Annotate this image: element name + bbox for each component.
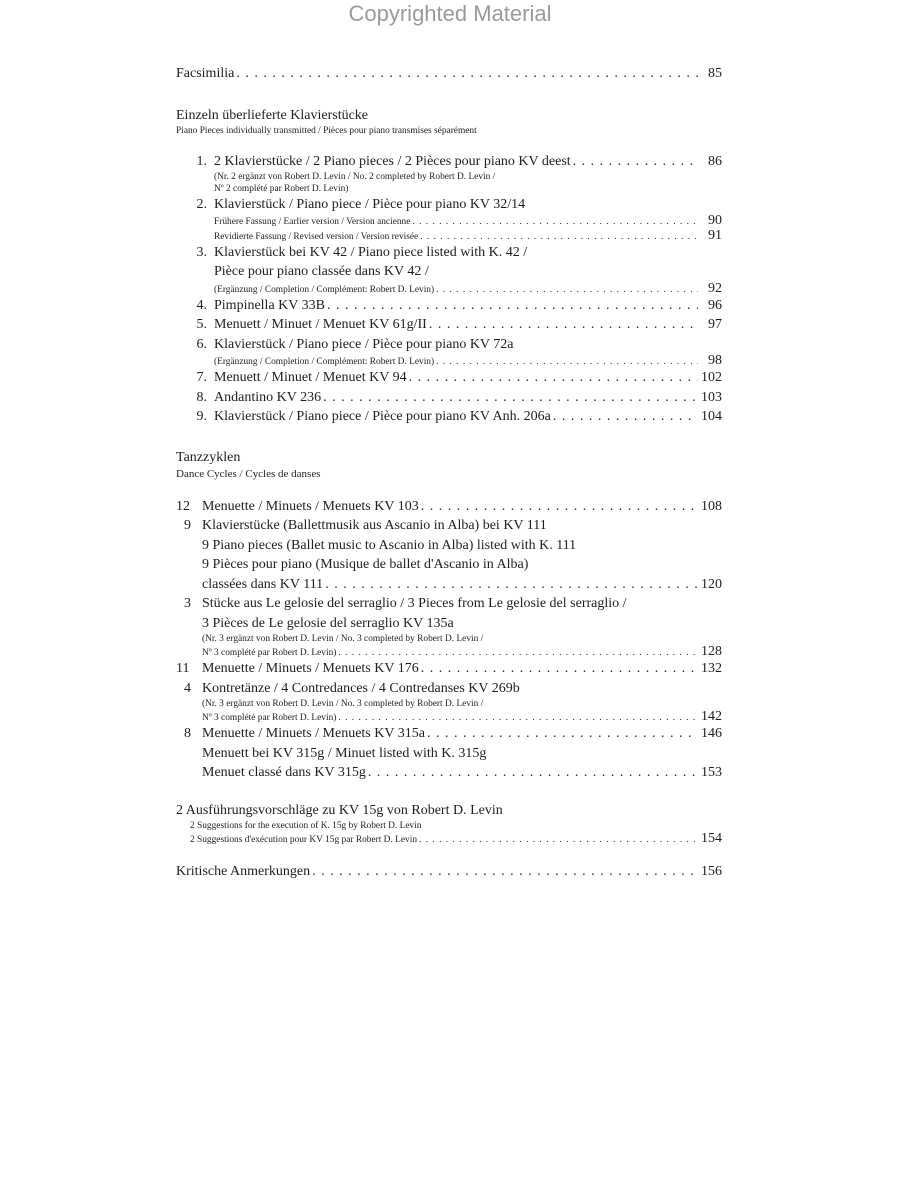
page-number: 104 bbox=[701, 409, 722, 424]
dot-leader bbox=[553, 407, 698, 427]
entry-note: (Nr. 3 ergänzt von Robert D. Levin / No. 3 completed by Robert D. Levin / bbox=[202, 699, 484, 709]
dot-leader bbox=[420, 231, 698, 243]
toc-entry[interactable] bbox=[176, 659, 722, 679]
entry-number: 2. bbox=[196, 197, 207, 212]
entry-title: Kritische Anmerkungen bbox=[176, 863, 311, 879]
entry-title: 2 Klavierstücke / 2 Piano pieces / 2 Pièces pour piano KV deest bbox=[214, 153, 571, 169]
section-subtitle: Piano Pieces individually transmitted / Pièces pour piano transmises séparément bbox=[176, 125, 477, 136]
toc-entry[interactable] bbox=[176, 724, 722, 744]
page-number: 92 bbox=[708, 280, 722, 296]
section-subtitle: 2 Suggestions for the execution of K. 15g by Robert D. Levin bbox=[190, 820, 422, 831]
entry-note: Nº 3 complété par Robert D. Levin) bbox=[202, 713, 337, 723]
toc-subentry[interactable] bbox=[176, 282, 722, 296]
toc-entry-facsimilia[interactable] bbox=[176, 64, 722, 84]
toc-subentry[interactable] bbox=[176, 354, 722, 368]
page-number: 120 bbox=[701, 576, 722, 592]
entry-title-continued: Pièce pour piano classée dans KV 42 / bbox=[214, 264, 429, 279]
toc-subentry[interactable] bbox=[176, 575, 722, 595]
entry-number: 9 bbox=[184, 518, 191, 533]
page-number: 102 bbox=[701, 370, 722, 385]
entry-number: 3. bbox=[196, 244, 207, 260]
entry-title: Pimpinella KV 33B bbox=[214, 297, 325, 313]
entry-number: 8 bbox=[184, 726, 191, 741]
page-number: 154 bbox=[701, 830, 722, 846]
entry-title: Andantino KV 236 bbox=[214, 389, 322, 405]
entry-title-continued: Menuett bei KV 315g / Minuet listed with K. 315g bbox=[202, 745, 487, 761]
page-number: 85 bbox=[708, 66, 722, 81]
table-of-contents bbox=[176, 64, 722, 881]
entry-number: 3 bbox=[184, 596, 191, 611]
toc-entry[interactable] bbox=[176, 516, 722, 536]
page-number: 90 bbox=[708, 212, 722, 228]
page-number: 132 bbox=[701, 661, 722, 676]
toc-subentry[interactable] bbox=[176, 832, 722, 846]
entry-title-continued: 3 Pièces de Le gelosie del serraglio KV 135a bbox=[202, 615, 454, 631]
page-number: 103 bbox=[701, 389, 722, 405]
dot-leader bbox=[427, 724, 698, 744]
toc-entry[interactable] bbox=[176, 388, 722, 408]
dot-leader bbox=[419, 834, 698, 846]
entry-title: Klavierstück bei KV 42 / Piano piece listed with K. 42 / bbox=[214, 244, 528, 260]
page-number: 97 bbox=[708, 317, 722, 332]
entry-number: 5. bbox=[196, 317, 207, 332]
entry-title-continued: Menuet classé dans KV 315g bbox=[202, 765, 366, 780]
entry-number: 1. bbox=[196, 153, 207, 169]
entry-title: Klavierstück / Piano piece / Pièce pour piano KV 32/14 bbox=[214, 197, 526, 212]
toc-entry[interactable] bbox=[176, 315, 722, 335]
entry-number: 4 bbox=[184, 680, 191, 696]
page-number: 96 bbox=[708, 297, 722, 313]
dot-leader bbox=[573, 152, 698, 172]
toc-subentry[interactable] bbox=[176, 763, 722, 783]
page-number: 91 bbox=[708, 227, 722, 243]
toc-entry[interactable] bbox=[176, 296, 722, 316]
section-title: Tanzzyklen bbox=[176, 449, 241, 465]
toc-subentry[interactable] bbox=[176, 212, 722, 228]
dot-leader bbox=[421, 497, 698, 517]
toc-entry[interactable] bbox=[176, 407, 722, 427]
dot-leader bbox=[338, 647, 698, 659]
dot-leader bbox=[412, 216, 698, 228]
entry-title: Kontretänze / 4 Contredances / 4 Contredanses KV 269b bbox=[202, 680, 520, 696]
dot-leader bbox=[368, 763, 698, 783]
dot-leader bbox=[236, 64, 698, 84]
entry-note: Nº 2 complété par Robert D. Levin) bbox=[214, 184, 349, 194]
page-number: 146 bbox=[701, 726, 722, 741]
entry-title: Klavierstücke (Ballettmusik aus Ascanio in Alba) bei KV 111 bbox=[202, 518, 547, 533]
subentry-title: (Ergänzung / Completion / Complément: Robert D. Levin) bbox=[214, 357, 435, 367]
page-number: 98 bbox=[708, 353, 722, 368]
dot-leader bbox=[436, 356, 698, 368]
toc-entry[interactable] bbox=[176, 152, 722, 172]
entry-title: Menuette / Minuets / Menuets KV 315a bbox=[202, 726, 425, 741]
entry-title: Klavierstück / Piano piece / Pièce pour piano KV 72a bbox=[214, 336, 514, 352]
entry-number: 9. bbox=[196, 409, 207, 424]
page-number: 108 bbox=[701, 498, 722, 514]
toc-subentry[interactable] bbox=[176, 645, 722, 659]
entry-number: 12 bbox=[176, 498, 190, 514]
dot-leader bbox=[421, 659, 698, 679]
dot-leader bbox=[429, 315, 698, 335]
entry-note: Nº 3 complété par Robert D. Levin) bbox=[202, 648, 337, 658]
entry-title-continued: 9 Pièces pour piano (Musique de ballet d'Ascanio in Alba) bbox=[202, 557, 529, 572]
entry-title: Stücke aus Le gelosie del serraglio / 3 Pieces from Le gelosie del serraglio / bbox=[202, 596, 627, 611]
entry-number: 7. bbox=[196, 370, 207, 385]
dot-leader bbox=[436, 284, 698, 296]
toc-entry[interactable] bbox=[176, 335, 722, 355]
dot-leader bbox=[338, 712, 698, 724]
entry-title-continued: classées dans KV 111 bbox=[202, 576, 324, 592]
page-number: 86 bbox=[708, 153, 722, 169]
toc-entry-kritische-anmerkungen[interactable] bbox=[176, 862, 722, 882]
section-subtitle: Dance Cycles / Cycles de danses bbox=[176, 467, 321, 480]
entry-title: Menuett / Minuet / Menuet KV 94 bbox=[214, 370, 407, 385]
entry-number: 6. bbox=[196, 336, 207, 352]
entry-note: (Nr. 2 ergänzt von Robert D. Levin / No. 2 completed by Robert D. Levin / bbox=[214, 172, 496, 182]
subentry-title: (Ergänzung / Completion / Complément: Robert D. Levin) bbox=[214, 284, 435, 295]
page-number: 156 bbox=[701, 863, 722, 879]
entry-number: 8. bbox=[196, 389, 207, 405]
entry-title: Menuett / Minuet / Menuet KV 61g/II bbox=[214, 317, 427, 332]
page-number: 128 bbox=[701, 644, 722, 659]
page-number: 142 bbox=[701, 709, 722, 724]
entry-number: 4. bbox=[196, 297, 207, 313]
dot-leader bbox=[312, 862, 698, 882]
copyright-watermark: Copyrighted Material bbox=[348, 1, 552, 26]
section-title: 2 Ausführungsvorschläge zu KV 15g von Robert D. Levin bbox=[176, 802, 503, 818]
toc-entry[interactable] bbox=[176, 368, 722, 388]
toc-subentry[interactable] bbox=[176, 227, 722, 243]
subentry-title: Revidierte Fassung / Revised version / Version revisée bbox=[214, 231, 419, 242]
toc-entry[interactable] bbox=[176, 594, 722, 614]
entry-title-continued: 9 Piano pieces (Ballet music to Ascanio in Alba) listed with K. 111 bbox=[202, 537, 577, 553]
entry-title: Facsimilia bbox=[176, 66, 235, 81]
dot-leader bbox=[323, 388, 698, 408]
dot-leader bbox=[409, 368, 698, 388]
subentry-title: 2 Suggestions d'exécution pour KV 15g par Robert D. Levin bbox=[190, 834, 418, 845]
entry-number: 11 bbox=[176, 661, 190, 676]
toc-entry[interactable] bbox=[176, 243, 722, 263]
section-title: Einzeln überlieferte Klavierstücke bbox=[176, 107, 369, 123]
dot-leader bbox=[325, 575, 698, 595]
entry-note: (Nr. 3 ergänzt von Robert D. Levin / No. 3 completed by Robert D. Levin / bbox=[202, 634, 484, 644]
toc-entry[interactable] bbox=[176, 195, 722, 215]
toc-entry[interactable] bbox=[176, 679, 722, 699]
dot-leader bbox=[327, 296, 698, 316]
entry-title: Menuette / Minuets / Menuets KV 103 bbox=[202, 498, 419, 514]
subentry-title: Frühere Fassung / Earlier version / Version ancienne bbox=[214, 216, 411, 227]
page-number: 153 bbox=[701, 765, 722, 780]
entry-title: Klavierstück / Piano piece / Pièce pour piano KV Anh. 206a bbox=[214, 409, 551, 424]
entry-title: Menuette / Minuets / Menuets KV 176 bbox=[202, 661, 419, 676]
toc-subentry[interactable] bbox=[176, 710, 722, 724]
toc-entry[interactable] bbox=[176, 497, 722, 517]
